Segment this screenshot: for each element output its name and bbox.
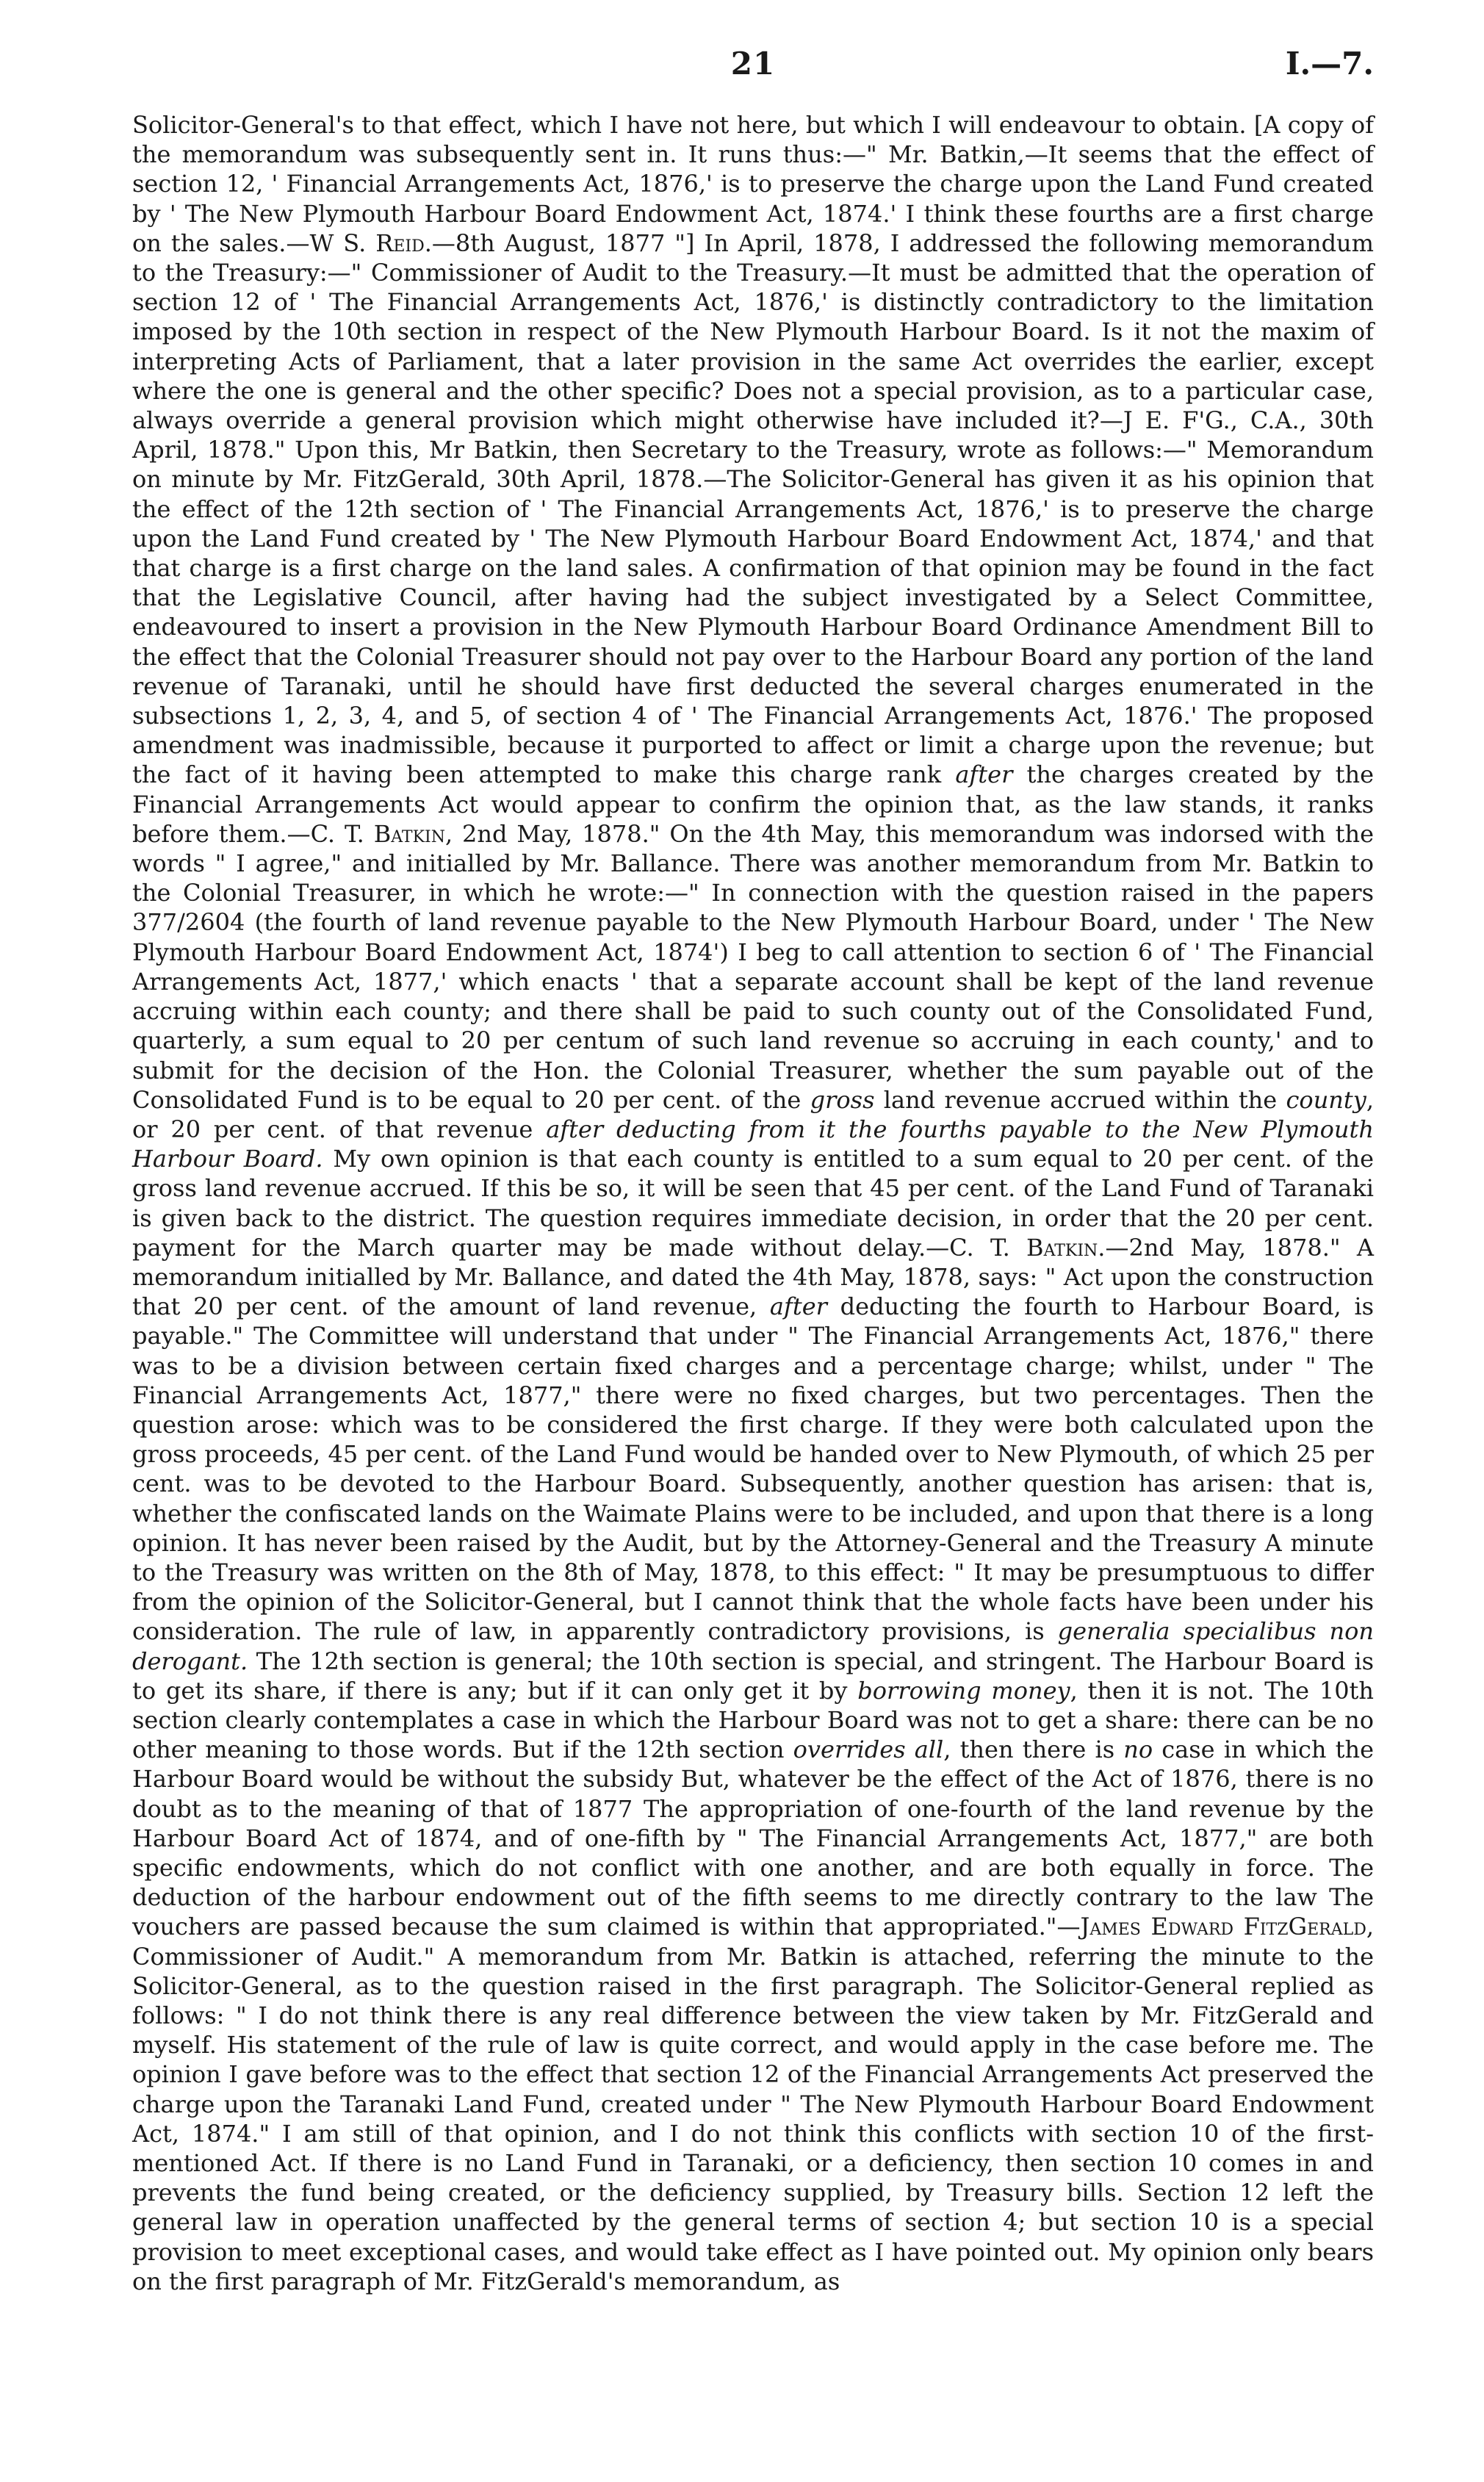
text-run: My own opinion is that each county is entitled to a sum equal to 20 per cent. of the gross land revenue accrued. If this be so, it will be seen that 45 per cent. of the Land Fund of Taranaki is given back to the district. The question requires immediate decision, in order that the 20 per cent. payment for the March quarter may be made without delay.—C. T. <box>132 1145 1375 1262</box>
text-run: the charges created by the Financial Arrangements Act would appear to confirm the opinion that, as the law stands, it ranks before them.—C. T. <box>132 760 1375 848</box>
emphasis: generalia specialibus non derogant. <box>132 1617 1374 1675</box>
signature-name: Batkin <box>1026 1233 1098 1262</box>
text-run: , then there is <box>943 1735 1124 1764</box>
signature-name: Reid <box>375 229 425 257</box>
text-run: land revenue accrued within the <box>874 1085 1286 1114</box>
emphasis: gross <box>810 1085 875 1114</box>
text-run: , Commissioner of Audit." A memorandum from Mr. Batkin is attached, referring the minute to the Solicitor-General, as to the question raised in the first paragraph. The Solicitor-General replied as follows: " I do not think there is any real difference between the view taken by Mr. FitzGerald and myself. His statement of the rule of law is quite correct, and would apply in the case before me. The opinion I gave before was to the effect that section 12 of the Financial Arrangements Act preserved the charge upon the Taranaki Land Fund, created under " The New Plymouth Harbour Board Endowment Act, 1874." I am still of that opinion, and I do not think this conflicts with section 10 of the first-mentioned Act. If there is no Land Fund in Taranaki, or a deficiency, then section 10 comes in and prevents the fund being created, or the deficiency supplied, by Treasury bills. Section 12 left the general law in operation unaffected by the general terms of section 4; but section 10 is a special provision to meet exceptional cases, and would take effect as I have pointed out. My opinion only bears on the first paragraph of Mr. FitzGerald's memorandum, as <box>132 1913 1375 2295</box>
page-header <box>132 46 1374 97</box>
page-number: 21 <box>730 46 776 82</box>
text-run: Solicitor-General's to that effect, which I have not here, but which I will endeavour to obtain. [A copy of the memorandum was subsequently sent in. It runs thus:—" Mr. Batkin,—It seems that the effect of section 12, ' Financial Arrangements Act, 1876,' is to preserve the charge upon the Land Fund created by ' The New Plymouth Harbour Board Endowment Act, 1874.' I think these fourths are a first charge on the sales.—W S. <box>132 111 1374 257</box>
document-reference: I.—7. <box>1285 46 1374 82</box>
signature-name: Batkin <box>373 819 445 848</box>
emphasis: borrowing money <box>857 1676 1070 1705</box>
text-run: , then it is not. The 10th section clearly contemplates a case in which the Harbour Board was not to get a share: there can be no other meaning to those words. But if the 12th section <box>132 1676 1375 1764</box>
text-run: deducting the fourth to Harbour Board, is payable." The Committee will understand that under " The Financial Arrangements Act, 1876," there was to be a division between certain fixed charges and a percentage charge; whilst, under " The Financial Arrangements Act, 1877," there were no fixed charges, but two percentages. Then the question arose: which was to be considered the first charge. If they were both calculated upon the gross proceeds, 45 per cent. of the Land Fund would be handed over to New Plymouth, of which 25 per cent. was to be devoted to the Harbour Board. Subsequently, another question has arisen: that is, whether the confiscated lands on the Waimate Plains were to be included, and upon that there is a long opinion. It has never been raised by the Audit, but by the Attorney-General and the Treasury A minute to the Treasury was written on the 8th of May, 1878, to this effect: " It may be presumptuous to differ from the opinion of the Solicitor-General, but I cannot think that the whole facts have been under his consideration. The rule of law, in apparently contradictory provisions, is <box>132 1292 1374 1646</box>
emphasis: after <box>955 760 1013 789</box>
text-run: .—8th August, 1877 "] In April, 1878, I addressed the following memorandum to the Treasury:—" Commissioner of Audit to the Treasury.—It must be admitted that the operation of section 12 of ' The Financial Arrangements Act, 1876,' is distinctly contradictory to the limitation imposed by the 10th section in respect of the New Plymouth Harbour Board. Is it not the maxim of interpreting Acts of Parliament, that a later provision in the same Act overrides the earlier, except where the one is general and the other specific? Does not a special provision, as to a particular case, always override a general provision which might otherwise have included it?—J E. F'G., C.A., 30th April, 1878." Upon this, Mr Batkin, then Secretary to the Treasury, wrote as follows:—" Memorandum on minute by Mr. FitzGerald, 30th April, 1878.—The Solicitor-General has given it as his opinion that the effect of the 12th section of ' The Financial Arrangements Act, 1876,' is to preserve the charge upon the Land Fund created by ' The New Plymouth Harbour Board Endowment Act, 1874,' and that that charge is a first charge on the land sales. A confirmation of that opinion may be found in the fact that the Legislative Council, after having had the subject investigated by a Select Committee, endeavoured to insert a provision in the New Plymouth Harbour Board Ordinance Amendment Bill to the effect that the Colonial Treasurer should not pay over to the Harbour Board any portion of the land revenue of Taranaki, until he should have first deducted the several charges enumerated in the subsections 1, 2, 3, 4, and 5, of section 4 of ' The Financial Arrangements Act, 1876.' The proposed amendment was inadmissible, because it purported to affect or limit a charge upon the revenue; but the fact of it having been attempted to make this charge rank <box>132 229 1375 789</box>
emphasis: county <box>1286 1085 1366 1114</box>
emphasis: no <box>1123 1735 1153 1764</box>
signature-name: James Edward FitzGerald <box>1080 1913 1366 1941</box>
text-run: .—2nd May, 1878." A memorandum initialled by Mr. Ballance, and dated the 4th May, 1878, says: " Act upon the construction that 20 per cent. of the amount of land revenue, <box>132 1233 1375 1321</box>
text-run: , or 20 per cent. of that revenue <box>132 1085 1375 1143</box>
text-run: case in which the Harbour Board would be without the subsidy But, whatever be the effect of the Act of 1876, there is no doubt as to the meaning of that of 1877 The appropriation of one-fourth of the land revenue by the Harbour Board Act of 1874, and of one-fifth by " The Financial Arrangements Act, 1877," are both specific endowments, which do not conflict with one another, and are both equally in force. The deduction of the harbour endowment out of the fifth seems to me directly contrary to the law The vouchers are passed because the sum claimed is within that appropriated."— <box>132 1735 1375 1941</box>
emphasis: overrides all <box>793 1735 944 1764</box>
emphasis: after <box>769 1292 827 1321</box>
text-run: The 12th section is general; the 10th section is special, and stringent. The Harbour Board is to get its share, if there is any; but if it can only get it by <box>132 1647 1374 1705</box>
body-text <box>132 110 1374 2296</box>
emphasis: after deducting from it the fourths payable to the New Plymouth Harbour Board. <box>132 1115 1375 1173</box>
body-paragraph <box>132 110 1374 2296</box>
text-run: , 2nd May, 1878." On the 4th May, this memorandum was indorsed with the words " I agree," and initialled by Mr. Ballance. There was another memorandum from Mr. Batkin to the Colonial Treasurer, in which he wrote:—" In connection with the question raised in the papers 377/2604 (the fourth of land revenue payable to the New Plymouth Harbour Board, under ' The New Plymouth Harbour Board Endowment Act, 1874') I beg to call attention to section 6 of ' The Financial Arrangements Act, 1877,' which enacts ' that a separate account shall be kept of the land revenue accruing within each county; and there shall be paid to such county out of the Consolidated Fund, quarterly, a sum equal to 20 per centum of such land revenue so accruing in each county,' and to submit for the decision of the Hon. the Colonial Treasurer, whether the sum payable out of the Consolidated Fund is to be equal to 20 per cent. of the <box>132 819 1375 1114</box>
